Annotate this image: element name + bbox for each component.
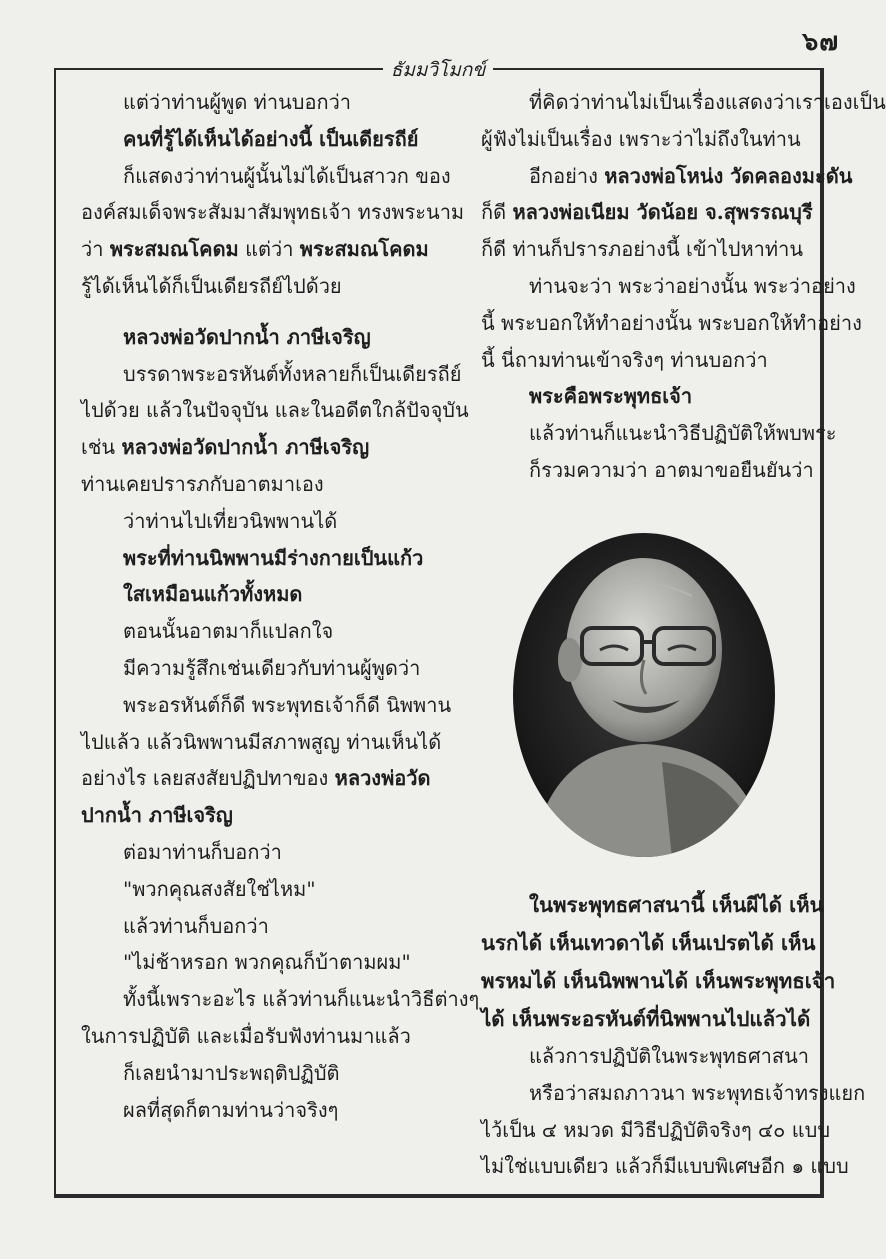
bold-text: คนที่รู้ได้เห็นได้อย่างนี้ เป็นเดียรถีย์ xyxy=(123,126,419,151)
text-segment: นี้ นี่ถามท่านเข้าจริงๆ ท่านบอกว่า xyxy=(481,347,768,372)
text-segment: ทั้งนี้เพราะอะไร แล้วท่านก็แนะนำวิธีต่างๆ xyxy=(123,987,480,1012)
text-segment: ว่า xyxy=(81,237,110,262)
text-segment: อย่างไร เลยสงสัยปฏิปทาของ xyxy=(81,766,335,791)
running-header-title: ธัมมวิโมกข์ xyxy=(383,59,494,81)
text-line xyxy=(481,1148,849,1185)
text-segment: ก็เลยนำมาประพฤติปฏิบัติ xyxy=(123,1060,340,1085)
text-line xyxy=(81,158,451,195)
text-segment: ผลที่สุดก็ตามท่านว่าจริงๆ xyxy=(123,1097,339,1122)
text-line xyxy=(481,231,825,268)
text-segment: รู้ได้เห็นได้ก็เป็นเดียรถีย์ไปด้วย xyxy=(81,273,342,298)
bold-text: ใสเหมือนแก้วทั้งหมด xyxy=(123,582,303,607)
bold-text: หลวงพ่อวัดปากน้ำ ภาษีเจริญ xyxy=(123,324,371,349)
right-column-top xyxy=(481,84,886,489)
text-line xyxy=(81,392,469,429)
text-segment: แล้วท่านก็บอกว่า xyxy=(123,913,269,938)
text-line xyxy=(81,1055,443,1092)
text-line xyxy=(81,466,443,503)
emphasis-line: นรกได้ เห็นเทวดาได้ เห็นเปรตได้ เห็น xyxy=(481,931,816,955)
text-line xyxy=(481,268,856,305)
text-segment: องค์สมเด็จพระสัมมาสัมพุทธเจ้า ทรงพระนาม xyxy=(81,200,465,225)
text-segment: แล้วท่านก็แนะนำวิธีปฏิบัติให้พบพระ xyxy=(529,421,837,446)
monk-portrait xyxy=(512,532,776,858)
text-line xyxy=(481,158,853,195)
text-segment: ก็รวมความว่า อาตมาขอยืนยันว่า xyxy=(529,457,814,482)
text-segment: ไม่ใช่แบบเดียว แล้วก็มีแบบพิเศษอีก ๑ แบบ xyxy=(481,1154,849,1179)
text-line xyxy=(481,305,862,342)
text-line xyxy=(81,319,443,356)
text-segment: ผู้ฟังไม่เป็นเรื่อง เพราะว่าไม่ถึงในท่าน xyxy=(481,126,801,151)
text-segment: พระอรหันต์ก็ดี พระพุทธเจ้าก็ดี นิพพาน xyxy=(123,692,452,717)
emphasis-line: ในพระพุทธศาสนานี้ เห็นผีได้ เห็น xyxy=(529,893,824,917)
text-line xyxy=(81,1092,443,1129)
left-column xyxy=(81,84,480,1128)
text-line xyxy=(481,342,825,379)
text-line xyxy=(81,576,443,613)
text-segment: ไปแล้ว แล้วนิพพานมีสภาพสูญ ท่านเห็นได้ xyxy=(81,729,442,754)
text-line xyxy=(81,84,443,121)
paragraph-gap xyxy=(81,305,443,319)
bold-text: หลวงพ่อเนียม วัดน้อย จ.สุพรรณบุรี xyxy=(512,200,813,225)
text-line xyxy=(81,613,443,650)
text-segment: แต่ว่าท่านผู้พูด ท่านบอกว่า xyxy=(123,90,352,114)
text-line xyxy=(81,268,443,305)
text-segment: ต่อมาท่านก็บอกว่า xyxy=(123,839,282,864)
text-line xyxy=(481,121,825,158)
bold-text: พระที่ท่านนิพพานมีร่างกายเป็นแก้ว xyxy=(123,545,424,570)
right-column-bottom xyxy=(481,886,866,1185)
text-line xyxy=(81,503,443,540)
text-segment: เช่น xyxy=(81,435,122,460)
text-line xyxy=(81,981,480,1018)
text-frame xyxy=(54,59,886,1198)
text-segment: นี้ พระบอกให้ทำอย่างนั้น พระบอกให้ทำอย่าง xyxy=(481,310,862,335)
text-line xyxy=(481,378,825,415)
text-line xyxy=(481,1075,866,1112)
text-segment: ที่คิดว่าท่านไม่เป็นเรื่องแสดงว่าเราเองเป็น xyxy=(529,90,886,114)
text-segment: อีกอย่าง xyxy=(529,163,605,188)
text-line xyxy=(81,797,443,834)
bold-text: หลวงพ่อวัด xyxy=(334,766,431,791)
text-line xyxy=(81,356,462,393)
text-segment: ก็ดี xyxy=(481,200,513,225)
text-segment: หรือว่าสมถภาวนา พระพุทธเจ้าทรงแยก xyxy=(529,1080,866,1105)
text-segment: แล้วการปฏิบัติในพระพุทธศาสนา xyxy=(529,1044,809,1068)
bold-text: พระสมณโคดม xyxy=(299,237,429,262)
text-line xyxy=(481,452,825,489)
text-line xyxy=(481,415,837,452)
bold-text: ปากน้ำ ภาษีเจริญ xyxy=(81,803,233,828)
bold-text: พระคือพระพุทธเจ้า xyxy=(529,384,693,409)
emphasis-line: พรหมได้ เห็นนิพพานได้ เห็นพระพุทธเจ้า xyxy=(481,969,836,993)
text-line xyxy=(81,429,443,466)
bold-text: หลวงพ่อวัดปากน้ำ ภาษีเจริญ xyxy=(121,435,370,460)
text-line xyxy=(81,194,465,231)
text-line xyxy=(81,540,443,577)
text-segment: ก็แสดงว่าท่านผู้นั้นไม่ได้เป็นสาวก ของ xyxy=(123,163,451,188)
bold-text: พระสมณโคดม xyxy=(109,237,239,262)
running-header xyxy=(56,55,820,85)
text-line xyxy=(81,908,443,945)
text-line xyxy=(81,231,443,268)
text-line xyxy=(481,84,886,121)
emphasis-line: ได้ เห็นพระอรหันต์ที่นิพพานไปแล้วได้ xyxy=(481,1007,811,1031)
text-segment: ว่าท่านไปเที่ยวนิพพานได้ xyxy=(123,508,338,533)
text-line xyxy=(81,1018,443,1055)
text-segment: ไปด้วย แล้วในปัจจุบัน และในอดีตใกล้ปัจจุบัน xyxy=(81,398,469,423)
text-segment: มีความรู้สึกเช่นเดียวกับท่านผู้พูดว่า xyxy=(123,655,421,680)
text-line xyxy=(481,1038,825,1075)
text-line xyxy=(81,760,443,797)
text-line xyxy=(81,687,452,724)
text-segment: ท่านจะว่า พระว่าอย่างนั้น พระว่าอย่าง xyxy=(529,273,856,298)
text-segment: ก็ดี ท่านก็ปรารภอย่างนี้ เข้าไปหาท่าน xyxy=(481,237,803,262)
text-segment: "ไม่ช้าหรอก พวกคุณก็บ้าตามผม" xyxy=(123,950,411,975)
text-segment: ตอนนั้นอาตมาก็แปลกใจ xyxy=(123,619,334,644)
text-line xyxy=(81,121,443,158)
text-segment: ไว้เป็น ๔ หมวด มีวิธีปฏิบัติจริงๆ ๔๐ แบบ xyxy=(481,1117,831,1142)
text-segment: บรรดาพระอรหันต์ทั้งหลายก็เป็นเดียรถีย์ xyxy=(123,361,462,386)
text-line xyxy=(481,1112,831,1149)
text-segment: ในการปฏิบัติ และเมื่อรับฟังท่านมาแล้ว xyxy=(81,1023,411,1048)
text-line xyxy=(81,871,443,908)
text-line xyxy=(81,724,443,761)
text-segment: ท่านเคยปรารภกับอาตมาเอง xyxy=(81,471,324,496)
text-line xyxy=(81,944,443,981)
text-line xyxy=(81,834,443,871)
text-line xyxy=(81,650,443,687)
text-segment: "พวกคุณสงสัยใช่ไหม" xyxy=(123,876,316,901)
text-line xyxy=(481,194,825,231)
bold-text: หลวงพ่อโหน่ง วัดคลองมะดัน xyxy=(604,163,853,188)
page-number: ๖๗ xyxy=(802,27,839,56)
text-segment: แต่ว่า xyxy=(238,237,300,262)
